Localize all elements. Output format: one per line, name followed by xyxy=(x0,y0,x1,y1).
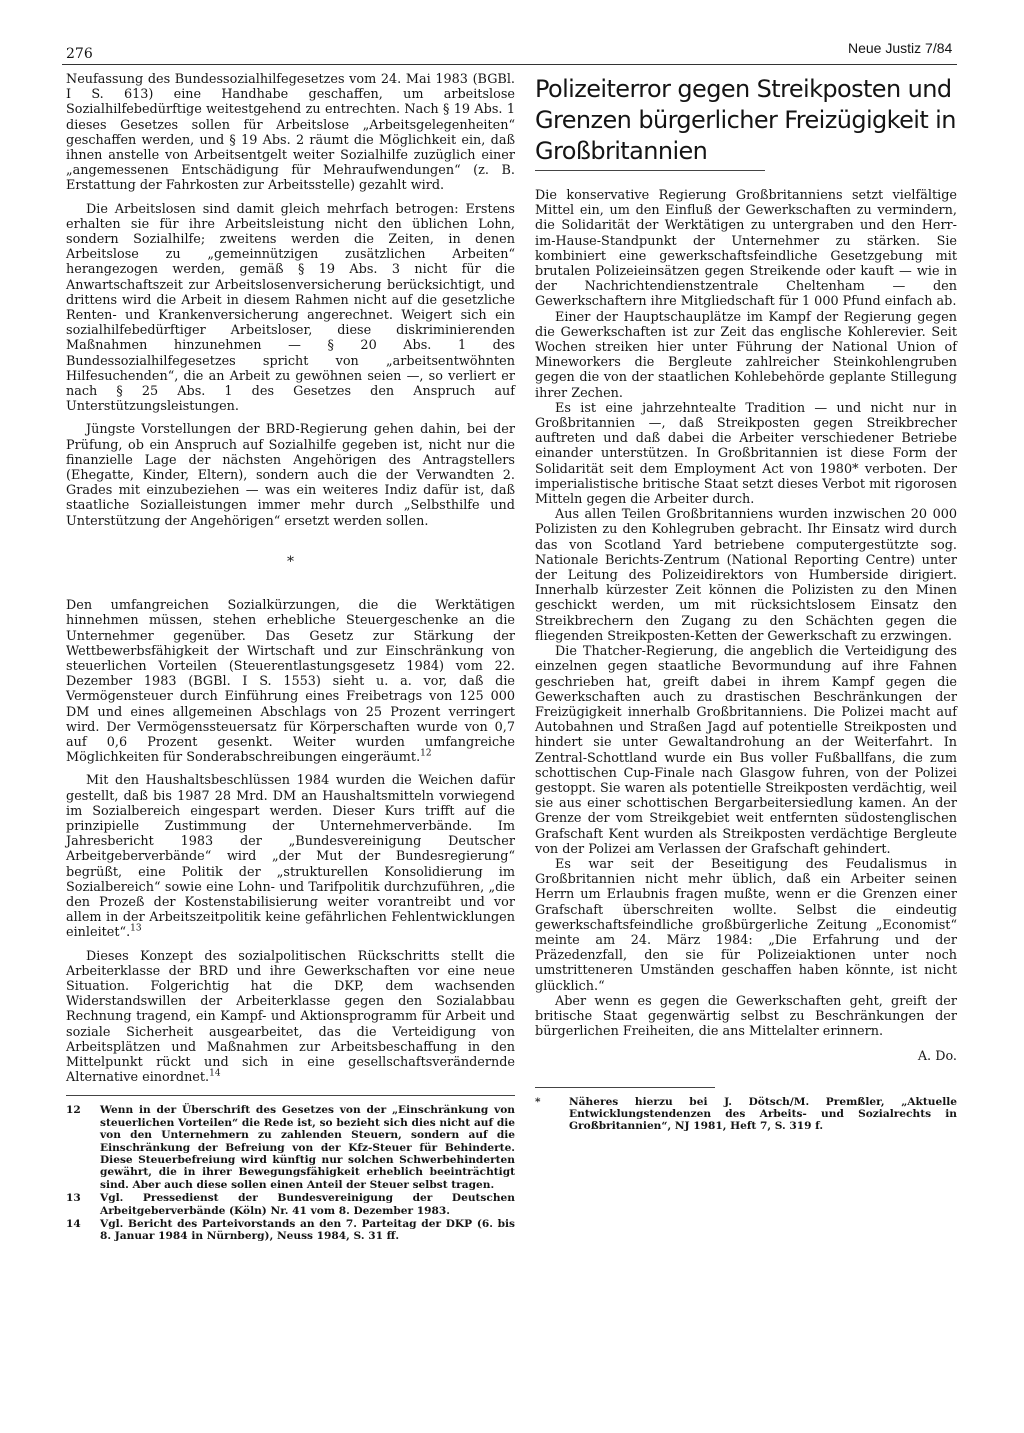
left-paragraph-4 xyxy=(66,598,515,765)
right-paragraph-4: Aus allen Teilen Großbritanniens wurden inzwischen 20 000 Polizisten zu den Kohlegruben gebracht. Ihr Einsatz wird durch das von Scotland Yard betriebene computergestützte sog. Nationale Berichts-Zentrum (National Reporting Centre) unter der Leitung des Polizeidirektors von Humberside dirigiert. Innerhalb kürzester Zeit können die Polizisten zu den Minen geschickt werden, um mit rücksichtslosem Einsatz den Streikbrechern den Zugang zu den Schächten gegen die fliegenden Streikposten-Ketten der Gewerkschaft zu erzwingen. xyxy=(535,507,957,644)
footnote-number: * xyxy=(535,1095,541,1108)
right-paragraph-2: Einer der Hauptschauplätze im Kampf der Regierung gegen die Gewerkschaften ist zur Zeit das englische Kohlerevier. Seit Wochen streiken hier unter Führung der National Union of Mineworkers die Bergleute zahlreicher Steinkohlengruben gegen die von der staatlichen Kohlebehörde geplante Stillegung ihrer Zechen. xyxy=(535,309,957,401)
footnote-ref-13: 13 xyxy=(130,924,142,935)
footnote-number: 13 xyxy=(66,1192,81,1205)
footnote-number: 12 xyxy=(66,1104,81,1117)
footnote-ref-12: 12 xyxy=(420,748,432,759)
left-paragraph-5 xyxy=(66,773,515,940)
headline-rule xyxy=(535,170,765,171)
section-separator: * xyxy=(287,553,294,570)
left-paragraph-3: Jüngste Vorstellungen der BRD-Regierung gehen dahin, bei der Prüfung, ob ein Anspruch auf Sozialhilfe gegeben ist, nicht nur die finanzielle Lage der nächsten Angehörigen des Antragstellers (Ehegatte, Kinder, Eltern), sondern auch die der Verwandten 2. Grades mit einzubeziehen — was ein weiteres Indiz dafür ist, daß staatliche Sozialleistungen immer mehr durch „Selbsthilfe und Unterstützung der Angehörigen“ ersetzt werden sollen. xyxy=(66,422,515,529)
footnote xyxy=(535,1096,957,1133)
left-paragraph-1: Neufassung des Bundessozialhilfegesetzes vom 24. Mai 1983 (BGBl. I S. 613) eine Handhabe geschaffen, um arbeitslose Sozialhilfebedürftige weitestgehend zu entrechten. Nach § 19 Abs. 1 dieses Gesetzes sollen für Arbeitslose „Arbeitsgelegenheiten“ geschaffen werden, und § 19 Abs. 2 räumt die Möglichkeit ein, daß ihnen anstelle von Arbeitsentgelt weiter Sozialhilfe zuzüglich einer „angemessenen Entschädigung für Mehraufwendungen“ (z. B. Erstattung der Fahrkosten zur Arbeitsstelle) gezahlt wird. xyxy=(66,72,515,194)
left-paragraph-6-text: Dieses Konzept des sozialpolitischen Rückschritts stellt die Arbeiterklasse der BRD und ihre Gewerkschaften vor eine neue Situation. Folgerichtig hat die DKP, dem wachsenden Widerstandswillen der Arbeiterklasse gegen den Sozialabbau Rechnung tragend, ein Kampf- und Aktionsprogramm für Arbeit und soziale Sicherheit ausgearbeitet, das die Verteidigung von Arbeitsplätzen und Maßnahmen zur Arbeitsbeschaffung in den Mittelpunkt rückt und sich in eine gesellschaftsverändernde Alternative einordnet. xyxy=(66,948,515,1086)
right-paragraph-1: Die konservative Regierung Großbritanniens setzt vielfältige Mittel ein, um den Einfluß der Gewerkschaften zu vermindern, die Solidarität der Werktätigen zu untergraben und den Herr-im-Hause-Standpunkt der Unternehmer zu stärken. Sie kombiniert eine gewerkschaftsfeindliche Gesetzgebung mit brutalen Polizeieinsätzen gegen Streikende oder kauft — wie in der Nachrichtendienstzentrale Cheltenham — den Gewerkschaftern ihre Mitgliedschaft für 1 000 Pfund einfach ab. xyxy=(535,188,957,310)
right-paragraph-7: Aber wenn es gegen die Gewerkschaften geht, greift der britische Staat gegenwärtig selbst zu Beschränkungen der bürgerlichen Freiheiten, die ans Mittelalter erinnern. xyxy=(535,993,957,1040)
left-paragraph-6 xyxy=(66,949,515,1086)
footnote xyxy=(66,1104,515,1191)
footnote-ref-14: 14 xyxy=(209,1068,221,1079)
footnote-text: Näheres hierzu bei J. Dötsch/M. Premßler, „Aktuelle Entwicklungstendenzen des Arbeits- und Sozialrechts in Großbritannien“, NJ 1981, Heft 7, S. 319 f. xyxy=(569,1095,957,1133)
footnote-text: Vgl. Bericht des Parteivorstands an den 7. Parteitag der DKP (6. bis 8. Januar 1984 in Nürnberg), Neuss 1984, S. 31 ff. xyxy=(100,1218,515,1243)
footnotes xyxy=(66,1104,515,1242)
left-column xyxy=(66,72,515,1244)
right-paragraph-6: Es war seit der Beseitigung des Feudalismus in Großbritannien nicht mehr üblich, daß ein Arbeiter seinen Herrn um Erlaubnis fragen mußte, wenn er die Grenzen einer Grafschaft überschreiten wollte. Selbst die eindeutig gewerkschaftsfeindliche großbürgerliche Zeitung „Economist“ meinte am 24. März 1984: „Die Erfahrung und der Präzedenzfall, den sie für Polizeiaktionen unter noch umstritteneren Umständen geschaffen haben könnte, ist nicht glücklich.“ xyxy=(535,856,957,994)
footnote-separator xyxy=(535,1087,715,1088)
footnote-number: 14 xyxy=(66,1218,81,1231)
footnote-text: Wenn in der Überschrift des Gesetzes von der „Einschränkung von steuerlichen Vorteilen“ die Rede ist, so bezieht sich dies nicht auf die von den Unternehmern zu zahlenden Steuern, sondern auf die Einschränkung der Befreiung von der Kfz-Steuer für Behinderte. Diese Steuerbefreiung wird künftig nur solchen Schwerbehinderten gewährt, die in ihrer Bewegungsfähigkeit erheblich beeinträchtigt sind. Aber auch diese sollen einen Anteil der Steuer selbst tragen. xyxy=(100,1104,515,1191)
footnote-text: Vgl. Pressedienst der Bundesvereinigung der Deutschen Arbeitgeberverbände (Köln) Nr. 41 vom 8. Dezember 1983. xyxy=(100,1192,515,1217)
footnotes xyxy=(535,1096,957,1133)
journal-title: Neue Justiz 7/84 xyxy=(848,40,953,56)
right-paragraph-5: Die Thatcher-Regierung, die angeblich die Verteidigung des einzelnen gegen staatliche Bevormundung auf ihre Fahnen geschrieben hat, greift dabei in ihrem Kampf gegen die Gewerkschaften auch zu drastischen Beschränkungen der Freizügigkeit innerhalb Großbritanniens. Die Polizei macht auf Autobahnen und Straßen Jagd auf potentielle Streikposten und hindert sie unter Gewaltandrohung an der Weiterfahrt. In Zentral-Schottland wurde ein Bus voller Fußballfans, die zum schottischen Cup-Finale nach Glasgow fuhren, von der Polizei gestoppt. Sie waren als potentielle Streikposten verdächtig, weil sie aus einer schottischen Bergarbeitersiedlung kamen. An der Grenze der vom Streikgebiet weit entfernten südostenglischen Grafschaft Kent wurden als Streikposten verdächtige Bergleute von der Polizei am Verlassen der Grafschaft gehindert. xyxy=(535,644,957,857)
footnote xyxy=(66,1192,515,1217)
left-paragraph-4-text: Den umfangreichen Sozialkürzungen, die die Werktätigen hinnehmen müssen, stehen erhebliche Steuergeschenke an die Unternehmer gegenüber. Das Gesetz zur Stärkung der Wettbewerbsfähigkeit der Wirtschaft und zur Einschränkung von steuerlichen Vorteilen (Steuerentlastungsgesetz 1984) vom 22. Dezember 1983 (BGBl. I S. 1553) sieht u. a. vor, daß die Vermögensteuer durch Einführung eines Freibetrags von 125 000 DM und eines allgemeinen Abschlags von 25 Prozent verringert wird. Der Vermögenssteuersatz für Körperschaften wurde von 0,7 auf 0,6 Prozent gesenkt. Weiter wurden umfangreiche Möglichkeiten für Sonderabschreibungen eingeräumt. xyxy=(66,598,515,766)
footnote-separator xyxy=(66,1095,515,1096)
right-paragraph-3: Es ist eine jahrzehntealte Tradition — und nicht nur in Großbritannien —, daß Streikposten gegen Streikbrecher auftreten und daß dabei die Arbeiter verschiedener Betriebe einander unterstützen. In Großbritannien ist diese Form der Solidarität seit dem Employment Act von 1980* verboten. Der imperialistische britische Staat setzt dieses Verbot mit rigorosen Mitteln gegen die Arbeiter durch. xyxy=(535,400,957,508)
header-rule xyxy=(62,64,957,65)
left-paragraph-2: Die Arbeitslosen sind damit gleich mehrfach betrogen: Erstens erhalten sie für ihre Arbeitsleistung nicht den üblichen Lohn, sondern Sozialhilfe; zweitens werden die Zeiten, in denen Arbeitslose zu „gemeinnützigen zusätzlichen Arbeiten“ herangezogen werden, gemäß § 19 Abs. 3 nicht für die Anwartschaftszeit zur Arbeitslosenversicherung berücksichtigt, und drittens wird die Arbeit in diesem Rahmen nicht auf die gesetzliche Renten- und Krankenversicherung angerechnet. Weigert sich ein sozialhilfebedürftiger Arbeitsloser, diese diskriminierenden Maßnahmen hinzunehmen — § 20 Abs. 1 des Bundessozialhilfegesetzes spricht von „arbeitsentwöhnten Hilfesuchenden“, die an Arbeit zu gewöhnen seien —, so verliert er nach § 25 Abs. 1 des Gesetzes den Anspruch auf Unterstützungsleistungen. xyxy=(66,201,515,415)
footnote xyxy=(66,1218,515,1243)
article-headline: Polizeiterror gegen Streikposten und Grenzen bürgerlicher Freizügigkeit in Großbritannien xyxy=(535,75,956,165)
right-column xyxy=(535,72,957,1134)
author-signature: A. Do. xyxy=(917,1049,957,1065)
left-paragraph-5-text: Mit den Haushaltsbeschlüssen 1984 wurden die Weichen dafür gestellt, daß bis 1987 28 Mrd. DM an Haushaltsmitteln vorwiegend im Sozialbereich eingespart werden. Dieser Kurs trifft auf die prinzipielle Zustimmung der Unternehmerverbände. Im Jahresbericht 1983 der „Bundesvereinigung Deutscher Arbeitgeberverbände“ wird „der Mut der Bundesregierung“ begrüßt, eine Politik der „strukturellen Konsolidierung im Sozialbereich“ sowie eine Lohn- und Tarifpolitik durchzuführen, „die den Prozeß der Kostenstabilisierung weiter vorantreibt und vor allem in der Arbeitszeitpolitik keine gefährlichen Fehlentwicklungen einleitet“. xyxy=(66,773,515,941)
page-number: 276 xyxy=(66,46,93,62)
